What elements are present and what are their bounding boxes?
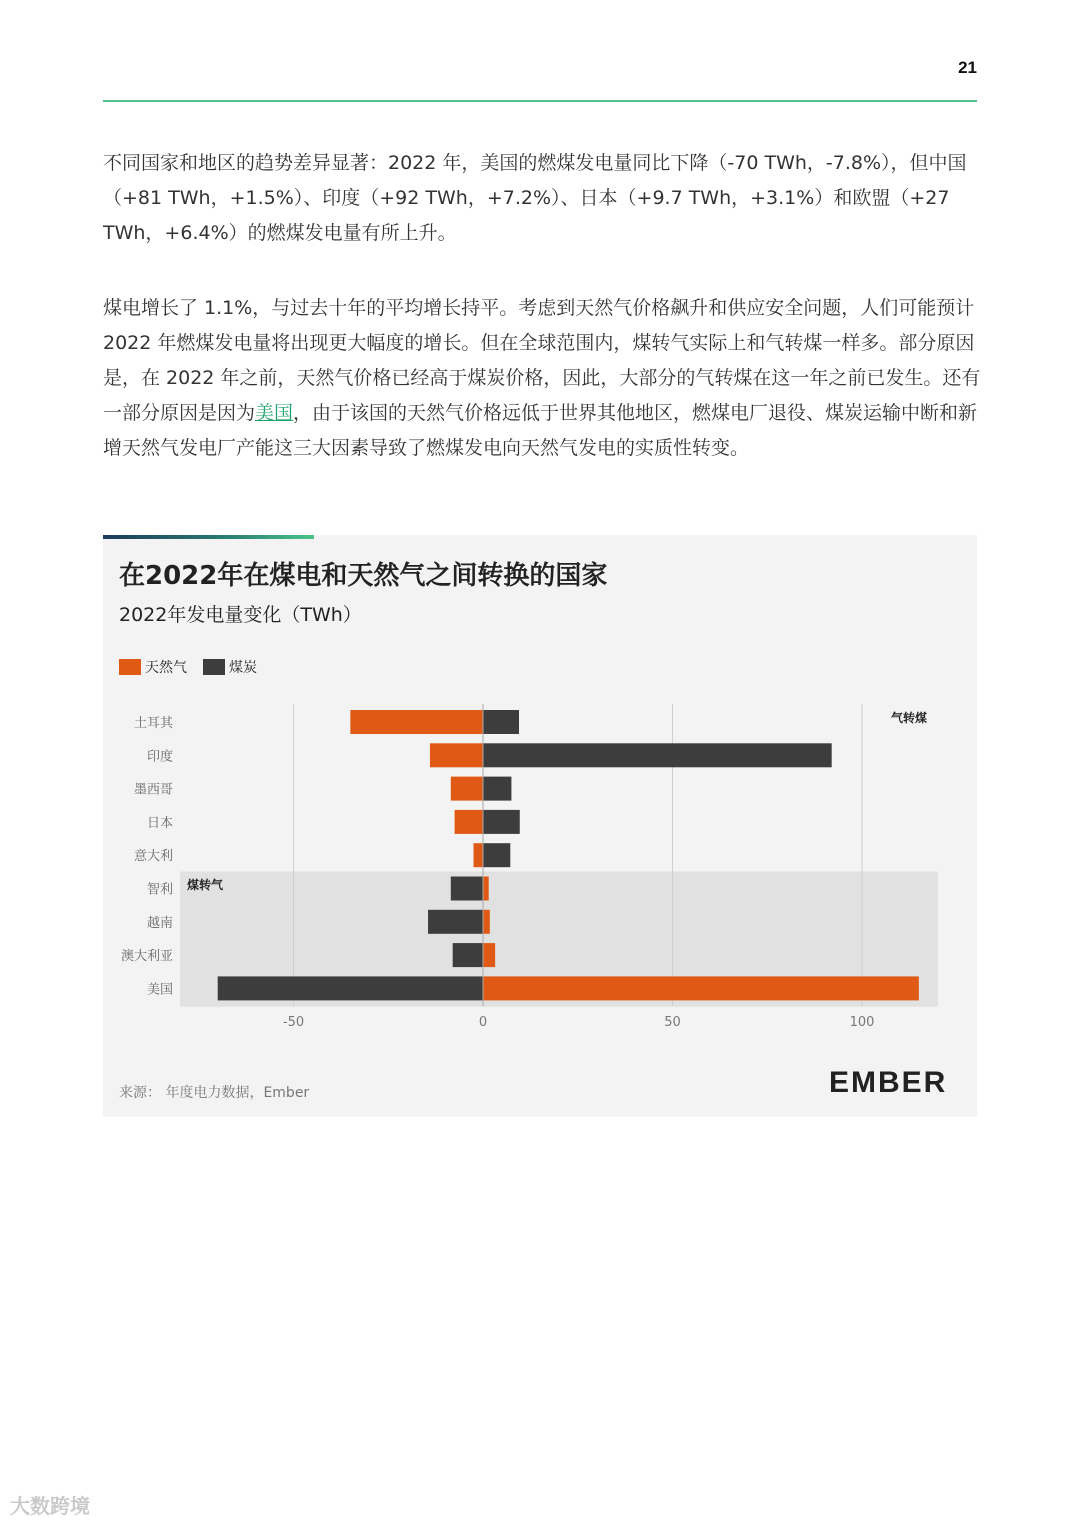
category-label: 美国 [146, 982, 173, 998]
chart-legend [119, 657, 273, 677]
bar-coal [428, 910, 483, 934]
chart-subtitle: 2022年发电量变化（TWh） [119, 604, 362, 626]
legend-item-gas [119, 657, 187, 677]
category-label: 土耳其 [133, 716, 173, 731]
bar-coal [483, 843, 510, 867]
category-label: 澳大利亚 [120, 949, 173, 965]
x-tick-label: 100 [849, 1015, 875, 1030]
legend-swatch-gas [119, 659, 141, 675]
ember-logo: EMBER [829, 1066, 948, 1099]
legend-swatch-coal [203, 659, 225, 675]
bar-chart [103, 690, 977, 1040]
bar-gas [451, 777, 483, 801]
category-label: 智利 [146, 882, 173, 898]
bar-coal [483, 743, 832, 767]
body-paragraph-2 [103, 291, 983, 466]
bar-coal [483, 777, 511, 801]
category-label: 越南 [146, 915, 173, 931]
header-rule [103, 100, 977, 102]
x-tick-label: 50 [664, 1015, 681, 1030]
bar-gas [483, 877, 489, 901]
bar-coal [483, 810, 520, 834]
x-tick-label: 0 [478, 1015, 488, 1030]
bar-coal [453, 943, 483, 967]
bar-gas [350, 710, 483, 734]
zone-label-gas-to-coal: 气转煤 [891, 711, 928, 725]
usa-link[interactable]: 美国 [255, 402, 294, 424]
bar-coal [218, 976, 483, 1000]
zone-label-coal-to-gas: 煤转气 [187, 878, 224, 892]
bar-gas [483, 910, 490, 934]
legend-label-gas: 天然气 [145, 660, 187, 676]
bar-gas [455, 810, 483, 834]
bar-gas [483, 943, 495, 967]
bar-coal [451, 877, 483, 901]
legend-item-coal [203, 657, 257, 677]
bar-gas [483, 976, 919, 1000]
watermark: 大数跨境 [10, 1494, 90, 1518]
x-tick-label: -50 [282, 1015, 305, 1030]
category-label: 印度 [146, 749, 173, 765]
paragraph-2-text-start: 煤电增长了 1.1%，与过去十年的平均增长持平。考虑到天然气价格飙升和供应安全问题，人们可能预计 2022 年燃煤发电量将出现更大幅度的增长。但在全球范围内，煤转气实际上和气转煤一样多。部分原因是，在 2022 年之前，天然气价格已经高于煤炭价格，因此，大部分的气转煤在这一年之前已发生。还有一部分原因是因为 [103, 297, 981, 424]
page-number: 21 [958, 58, 977, 77]
chart-title: 在2022年在煤电和天然气之间转换的国家 [119, 561, 608, 591]
body-paragraph-1: 不同国家和地区的趋势差异显著：2022 年，美国的燃煤发电量同比下降（-70 TWh，-7.8%），但中国（+81 TWh，+1.5%）、印度（+92 TWh，+7.2%）、日本（+9.7 TWh，+3.1%）和欧盟（+27 TWh，+6.4%）的燃煤发电量有所上升。 [103, 152, 967, 244]
chart-accent-bar [103, 535, 314, 539]
paragraph-2-text-end: ，由于该国的天然气价格远低于世界其他地区，燃煤电厂退役、煤炭运输中断和新增天然气发电厂产能这三大因素导致了燃煤发电向天然气发电的实质性转变。 [103, 402, 978, 459]
legend-label-coal: 煤炭 [229, 660, 257, 676]
category-label: 日本 [146, 815, 173, 831]
bar-gas [474, 843, 483, 867]
category-label: 墨西哥 [133, 782, 173, 798]
bar-coal [483, 710, 519, 734]
category-label: 意大利 [133, 849, 173, 865]
bar-gas [430, 743, 483, 767]
chart-source: 来源： 年度电力数据，Ember [119, 1085, 310, 1101]
